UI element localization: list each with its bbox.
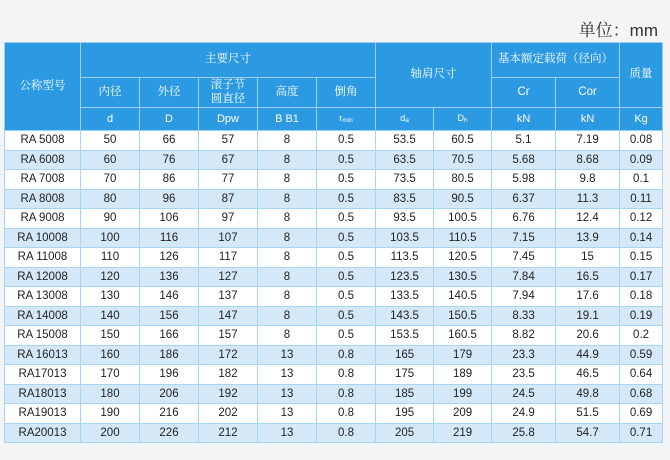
cell-cor: 15 (556, 248, 620, 268)
table-row (5, 404, 663, 424)
cell-shoulder-da: 83.5 (376, 189, 434, 209)
cell-shoulder-da: 93.5 (376, 209, 434, 229)
cell-outer-diameter: 196 (140, 365, 199, 385)
cell-inner-diameter: 120 (81, 267, 140, 287)
cell-chamfer: 0.5 (317, 170, 376, 190)
cell-cor: 20.6 (556, 326, 620, 346)
cell-shoulder-dh: 219 (434, 423, 492, 443)
cell-shoulder-dh: 100.5 (434, 209, 492, 229)
cell-chamfer: 0.5 (317, 189, 376, 209)
cell-pitch-diameter: 127 (199, 267, 258, 287)
table-body (5, 131, 663, 443)
cell-outer-diameter: 66 (140, 131, 199, 151)
cell-mass: 0.64 (620, 365, 663, 385)
cell-pitch-diameter: 87 (199, 189, 258, 209)
table-row (5, 267, 663, 287)
symbol-d: d (81, 108, 140, 131)
cell-cor: 51.5 (556, 404, 620, 424)
symbol-da-sub: a (405, 117, 409, 125)
table-row (5, 209, 663, 229)
cell-cor: 7.19 (556, 131, 620, 151)
cell-shoulder-da: 73.5 (376, 170, 434, 190)
cell-height: 8 (258, 209, 317, 229)
cell-shoulder-dh: 90.5 (434, 189, 492, 209)
cell-chamfer: 0.8 (317, 365, 376, 385)
cell-pitch-diameter: 157 (199, 326, 258, 346)
cell-shoulder-da: 153.5 (376, 326, 434, 346)
cell-outer-diameter: 76 (140, 150, 199, 170)
cell-model: RA 7008 (5, 170, 81, 190)
symbol-D: D (140, 108, 199, 131)
cell-chamfer: 0.5 (317, 287, 376, 307)
cell-mass: 0.68 (620, 384, 663, 404)
cell-mass: 0.1 (620, 170, 663, 190)
cell-pitch-diameter: 117 (199, 248, 258, 268)
cell-outer-diameter: 86 (140, 170, 199, 190)
cell-inner-diameter: 70 (81, 170, 140, 190)
cell-shoulder-dh: 110.5 (434, 228, 492, 248)
unit-mass: Kg (620, 108, 663, 131)
cell-cr: 7.15 (492, 228, 556, 248)
header-shoulder-dims: 轴肩尺寸 (376, 43, 492, 108)
cell-pitch-diameter: 137 (199, 287, 258, 307)
symbol-Dh (434, 108, 492, 131)
header-cr: Cr (492, 78, 556, 108)
cell-shoulder-da: 165 (376, 345, 434, 365)
cell-cr: 5.68 (492, 150, 556, 170)
cell-shoulder-da: 103.5 (376, 228, 434, 248)
cell-cr: 23.5 (492, 365, 556, 385)
cell-mass: 0.11 (620, 189, 663, 209)
cell-cr: 5.1 (492, 131, 556, 151)
cell-cr: 25.8 (492, 423, 556, 443)
cell-model: RA 12008 (5, 267, 81, 287)
cell-pitch-diameter: 77 (199, 170, 258, 190)
cell-inner-diameter: 180 (81, 384, 140, 404)
cell-inner-diameter: 100 (81, 228, 140, 248)
table-row (5, 248, 663, 268)
table-row (5, 326, 663, 346)
cell-shoulder-dh: 140.5 (434, 287, 492, 307)
cell-model: RA17013 (5, 365, 81, 385)
symbol-Dpw: Dpw (199, 108, 258, 131)
cell-height: 13 (258, 384, 317, 404)
cell-outer-diameter: 116 (140, 228, 199, 248)
cell-cr: 7.45 (492, 248, 556, 268)
cell-inner-diameter: 90 (81, 209, 140, 229)
cell-shoulder-dh: 150.5 (434, 306, 492, 326)
cell-cor: 9.8 (556, 170, 620, 190)
header-pitch-diameter-line1: 滚子节 (210, 79, 246, 92)
unit-label: 单位：mm (578, 21, 658, 40)
cell-model: RA 13008 (5, 287, 81, 307)
cell-shoulder-dh: 209 (434, 404, 492, 424)
cell-pitch-diameter: 67 (199, 150, 258, 170)
cell-cor: 19.1 (556, 306, 620, 326)
cell-inner-diameter: 140 (81, 306, 140, 326)
cell-shoulder-da: 143.5 (376, 306, 434, 326)
cell-mass: 0.69 (620, 404, 663, 424)
cell-chamfer: 0.5 (317, 150, 376, 170)
cell-outer-diameter: 136 (140, 267, 199, 287)
cell-inner-diameter: 190 (81, 404, 140, 424)
cell-pitch-diameter: 182 (199, 365, 258, 385)
cell-outer-diameter: 146 (140, 287, 199, 307)
cell-cor: 17.6 (556, 287, 620, 307)
cell-cr: 6.76 (492, 209, 556, 229)
cell-mass: 0.19 (620, 306, 663, 326)
cell-model: RA 11008 (5, 248, 81, 268)
cell-outer-diameter: 126 (140, 248, 199, 268)
cell-shoulder-dh: 130.5 (434, 267, 492, 287)
cell-height: 8 (258, 170, 317, 190)
cell-chamfer: 0.5 (317, 267, 376, 287)
table-row (5, 384, 663, 404)
cell-shoulder-da: 185 (376, 384, 434, 404)
header-outer-diameter: 外径 (140, 78, 199, 108)
cell-shoulder-da: 123.5 (376, 267, 434, 287)
unit-cor: kN (556, 108, 620, 131)
cell-model: RA20013 (5, 423, 81, 443)
cell-mass: 0.12 (620, 209, 663, 229)
header-mass: 质量 (620, 43, 663, 108)
cell-inner-diameter: 50 (81, 131, 140, 151)
cell-shoulder-dh: 199 (434, 384, 492, 404)
cell-cr: 24.9 (492, 404, 556, 424)
cell-mass: 0.2 (620, 326, 663, 346)
cell-outer-diameter: 216 (140, 404, 199, 424)
cell-cor: 54.7 (556, 423, 620, 443)
cell-chamfer: 0.5 (317, 326, 376, 346)
table-row (5, 131, 663, 151)
cell-cr: 8.33 (492, 306, 556, 326)
cell-mass: 0.15 (620, 248, 663, 268)
symbol-da-main: d (400, 113, 406, 124)
table-row (5, 189, 663, 209)
cell-outer-diameter: 166 (140, 326, 199, 346)
cell-inner-diameter: 170 (81, 365, 140, 385)
cell-model: RA 10008 (5, 228, 81, 248)
cell-mass: 0.14 (620, 228, 663, 248)
cell-pitch-diameter: 107 (199, 228, 258, 248)
cell-model: RA 9008 (5, 209, 81, 229)
header-height: 高度 (258, 78, 317, 108)
cell-shoulder-da: 63.5 (376, 150, 434, 170)
cell-cor: 12.4 (556, 209, 620, 229)
cell-chamfer: 0.5 (317, 306, 376, 326)
table-row (5, 365, 663, 385)
cell-chamfer: 0.8 (317, 384, 376, 404)
header-chamfer: 倒角 (317, 78, 376, 108)
cell-mass: 0.59 (620, 345, 663, 365)
cell-height: 13 (258, 423, 317, 443)
cell-shoulder-dh: 80.5 (434, 170, 492, 190)
cell-shoulder-da: 113.5 (376, 248, 434, 268)
cell-cr: 8.82 (492, 326, 556, 346)
symbol-Dh-sub: h (463, 117, 468, 125)
cell-mass: 0.71 (620, 423, 663, 443)
cell-outer-diameter: 186 (140, 345, 199, 365)
cell-cor: 49.8 (556, 384, 620, 404)
cell-inner-diameter: 60 (81, 150, 140, 170)
cell-pitch-diameter: 212 (199, 423, 258, 443)
cell-outer-diameter: 106 (140, 209, 199, 229)
table-row (5, 423, 663, 443)
cell-height: 13 (258, 345, 317, 365)
cell-outer-diameter: 226 (140, 423, 199, 443)
cell-model: RA 8008 (5, 189, 81, 209)
cell-pitch-diameter: 172 (199, 345, 258, 365)
cell-model: RA 15008 (5, 326, 81, 346)
cell-shoulder-dh: 70.5 (434, 150, 492, 170)
cell-cr: 7.94 (492, 287, 556, 307)
symbol-r-min (317, 108, 376, 131)
cell-shoulder-dh: 189 (434, 365, 492, 385)
cell-inner-diameter: 130 (81, 287, 140, 307)
cell-shoulder-da: 195 (376, 404, 434, 424)
cell-height: 8 (258, 326, 317, 346)
cell-height: 8 (258, 189, 317, 209)
cell-mass: 0.17 (620, 267, 663, 287)
cell-inner-diameter: 150 (81, 326, 140, 346)
cell-outer-diameter: 96 (140, 189, 199, 209)
cell-height: 8 (258, 228, 317, 248)
cell-pitch-diameter: 192 (199, 384, 258, 404)
cell-mass: 0.18 (620, 287, 663, 307)
cell-pitch-diameter: 147 (199, 306, 258, 326)
header-pitch-diameter-line2: 圆直径 (210, 92, 246, 105)
cell-cor: 46.5 (556, 365, 620, 385)
cell-height: 8 (258, 248, 317, 268)
cell-cor: 16.5 (556, 267, 620, 287)
cell-outer-diameter: 156 (140, 306, 199, 326)
cell-model: RA 14008 (5, 306, 81, 326)
cell-shoulder-dh: 60.5 (434, 131, 492, 151)
cell-pitch-diameter: 97 (199, 209, 258, 229)
symbol-da (376, 108, 434, 131)
cell-model: RA 16013 (5, 345, 81, 365)
symbol-Dh-main: D (457, 113, 464, 124)
cell-pitch-diameter: 57 (199, 131, 258, 151)
cell-chamfer: 0.5 (317, 228, 376, 248)
cell-pitch-diameter: 202 (199, 404, 258, 424)
header-pitch-diameter (199, 78, 258, 108)
cell-mass: 0.08 (620, 131, 663, 151)
symbol-r-sub: min (342, 117, 353, 125)
table-row (5, 345, 663, 365)
spec-table (4, 42, 663, 443)
cell-cor: 13.9 (556, 228, 620, 248)
cell-cr: 5.98 (492, 170, 556, 190)
cell-cr: 24.5 (492, 384, 556, 404)
cell-cor: 11.3 (556, 189, 620, 209)
cell-height: 8 (258, 267, 317, 287)
cell-shoulder-dh: 160.5 (434, 326, 492, 346)
cell-inner-diameter: 160 (81, 345, 140, 365)
symbol-B-B1: B B1 (258, 108, 317, 131)
header-inner-diameter: 内径 (81, 78, 140, 108)
table-row (5, 228, 663, 248)
cell-shoulder-da: 53.5 (376, 131, 434, 151)
unit-cr: kN (492, 108, 556, 131)
cell-chamfer: 0.8 (317, 423, 376, 443)
header-cor: Cor (556, 78, 620, 108)
table-row (5, 150, 663, 170)
cell-cr: 23.3 (492, 345, 556, 365)
cell-inner-diameter: 80 (81, 189, 140, 209)
header-main-dims: 主要尺寸 (81, 43, 376, 78)
cell-chamfer: 0.5 (317, 131, 376, 151)
cell-chamfer: 0.8 (317, 404, 376, 424)
cell-height: 13 (258, 404, 317, 424)
table-row (5, 170, 663, 190)
cell-cr: 7.84 (492, 267, 556, 287)
cell-height: 8 (258, 150, 317, 170)
header-model: 公称型号 (5, 43, 81, 131)
cell-inner-diameter: 200 (81, 423, 140, 443)
table-row (5, 287, 663, 307)
cell-height: 8 (258, 287, 317, 307)
cell-mass: 0.09 (620, 150, 663, 170)
header-load-rating: 基本额定载荷（径向） (492, 43, 620, 78)
cell-cr: 6.37 (492, 189, 556, 209)
cell-model: RA 5008 (5, 131, 81, 151)
symbol-r: r (339, 113, 343, 124)
cell-chamfer: 0.8 (317, 345, 376, 365)
cell-cor: 44.9 (556, 345, 620, 365)
cell-model: RA18013 (5, 384, 81, 404)
cell-shoulder-dh: 179 (434, 345, 492, 365)
cell-height: 13 (258, 365, 317, 385)
cell-outer-diameter: 206 (140, 384, 199, 404)
cell-model: RA 6008 (5, 150, 81, 170)
cell-cor: 8.68 (556, 150, 620, 170)
cell-height: 8 (258, 131, 317, 151)
cell-shoulder-dh: 120.5 (434, 248, 492, 268)
table-row (5, 306, 663, 326)
cell-model: RA19013 (5, 404, 81, 424)
cell-shoulder-da: 133.5 (376, 287, 434, 307)
cell-height: 8 (258, 306, 317, 326)
cell-chamfer: 0.5 (317, 209, 376, 229)
cell-inner-diameter: 110 (81, 248, 140, 268)
cell-chamfer: 0.5 (317, 248, 376, 268)
cell-shoulder-da: 175 (376, 365, 434, 385)
cell-shoulder-da: 205 (376, 423, 434, 443)
